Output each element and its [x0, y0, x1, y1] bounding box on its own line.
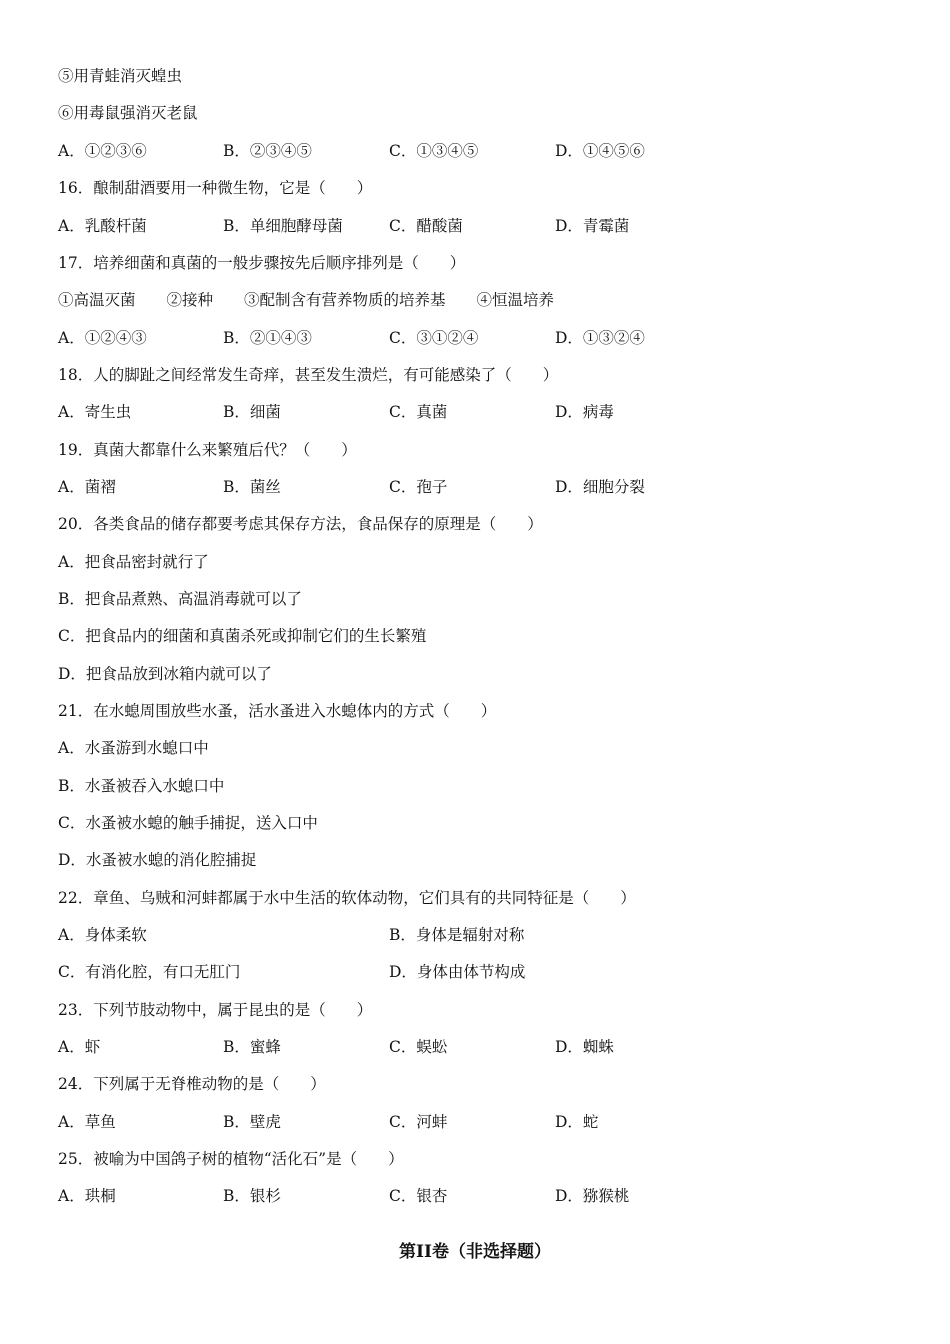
q22-option-a: A．身体柔软: [58, 926, 147, 944]
q17-stem: 17．培养细菌和真菌的一般步骤按先后顺序排列是（ ）: [58, 254, 466, 272]
q21-stem: 21．在水螅周围放些水蚤，活水蚤进入水螅体内的方式（ ）: [58, 702, 497, 720]
q24-option-a: A．草鱼: [58, 1113, 116, 1131]
q23-option-b: B．蜜蜂: [223, 1038, 281, 1056]
q23-option-d: D．蜘蛛: [555, 1038, 614, 1056]
q18-stem: 18．人的脚趾之间经常发生奇痒，甚至发生溃烂，有可能感染了（ ）: [58, 366, 559, 384]
q19-option-b: B．菌丝: [223, 478, 281, 496]
q20-stem: 20．各类食品的储存都要考虑其保存方法，食品保存的原理是（ ）: [58, 515, 543, 533]
q21-option-b: B．水蚤被吞入水螅口中: [58, 777, 225, 795]
q25-option-c: C．银杏: [389, 1187, 448, 1205]
q21-option-c: C．水蚤被水螅的触手捕捉，送入口中: [58, 814, 318, 832]
q25-option-a: A．珙桐: [58, 1187, 116, 1205]
q17-steps: ①高温灭菌 ②接种 ③配制含有营养物质的培养基 ④恒温培养: [58, 291, 555, 309]
q18-option-c: C．真菌: [389, 403, 448, 421]
section-title: 第II卷（非选择题）: [399, 1242, 551, 1262]
q19-option-c: C．孢子: [389, 478, 448, 496]
q17-option-a: A．①②④③: [58, 329, 147, 347]
q16-stem: 16．酿制甜酒要用一种微生物，它是（ ）: [58, 179, 373, 197]
q16-option-d: D．青霉菌: [555, 217, 630, 235]
statement-6: ⑥用毒鼠强消灭老鼠: [58, 104, 198, 122]
q22-option-c: C．有消化腔，有口无肛门: [58, 963, 241, 981]
q25-option-b: B．银杉: [223, 1187, 281, 1205]
statement-5: ⑤用青蛙消灭蝗虫: [58, 67, 183, 85]
q17-option-b: B．②①④③: [223, 329, 312, 347]
q15-option-a: A．①②③⑥: [58, 142, 147, 160]
q16-option-a: A．乳酸杆菌: [58, 217, 147, 235]
q18-option-a: A．寄生虫: [58, 403, 132, 421]
q24-option-d: D．蛇: [555, 1113, 599, 1131]
q21-option-a: A．水蚤游到水螅口中: [58, 739, 209, 757]
q20-option-b: B．把食品煮熟、高温消毒就可以了: [58, 590, 302, 608]
q18-option-d: D．病毒: [555, 403, 614, 421]
q25-stem: 25．被喻为中国鸽子树的植物“活化石”是（ ）: [58, 1150, 404, 1168]
q25-option-d: D．猕猴桃: [555, 1187, 630, 1205]
q23-stem: 23．下列节肢动物中，属于昆虫的是（ ）: [58, 1001, 373, 1019]
q20-option-d: D．把食品放到冰箱内就可以了: [58, 665, 272, 683]
q22-stem: 22．章鱼、乌贼和河蚌都属于水中生活的软体动物，它们具有的共同特征是（ ）: [58, 889, 636, 907]
q15-option-c: C．①③④⑤: [389, 142, 479, 160]
q16-option-c: C．醋酸菌: [389, 217, 463, 235]
q15-option-b: B．②③④⑤: [223, 142, 312, 160]
q22-option-d: D．身体由体节构成: [389, 963, 526, 981]
q23-option-a: A．虾: [58, 1038, 101, 1056]
q22-option-b: B．身体是辐射对称: [389, 926, 525, 944]
q24-option-c: C．河蚌: [389, 1113, 448, 1131]
q23-option-c: C．蜈蚣: [389, 1038, 448, 1056]
q19-stem: 19．真菌大都靠什么来繁殖后代？（ ）: [58, 441, 357, 459]
q16-option-b: B．单细胞酵母菌: [223, 217, 343, 235]
q20-option-c: C．把食品内的细菌和真菌杀死或抑制它们的生长繁殖: [58, 627, 427, 645]
q24-stem: 24．下列属于无脊椎动物的是（ ）: [58, 1075, 326, 1093]
q17-option-c: C．③①②④: [389, 329, 479, 347]
q18-option-b: B．细菌: [223, 403, 281, 421]
q15-option-d: D．①④⑤⑥: [555, 142, 645, 160]
q17-option-d: D．①③②④: [555, 329, 645, 347]
q19-option-a: A．菌褶: [58, 478, 116, 496]
q21-option-d: D．水蚤被水螅的消化腔捕捉: [58, 851, 257, 869]
q20-option-a: A．把食品密封就行了: [58, 553, 209, 571]
q24-option-b: B．壁虎: [223, 1113, 281, 1131]
q19-option-d: D．细胞分裂: [555, 478, 645, 496]
